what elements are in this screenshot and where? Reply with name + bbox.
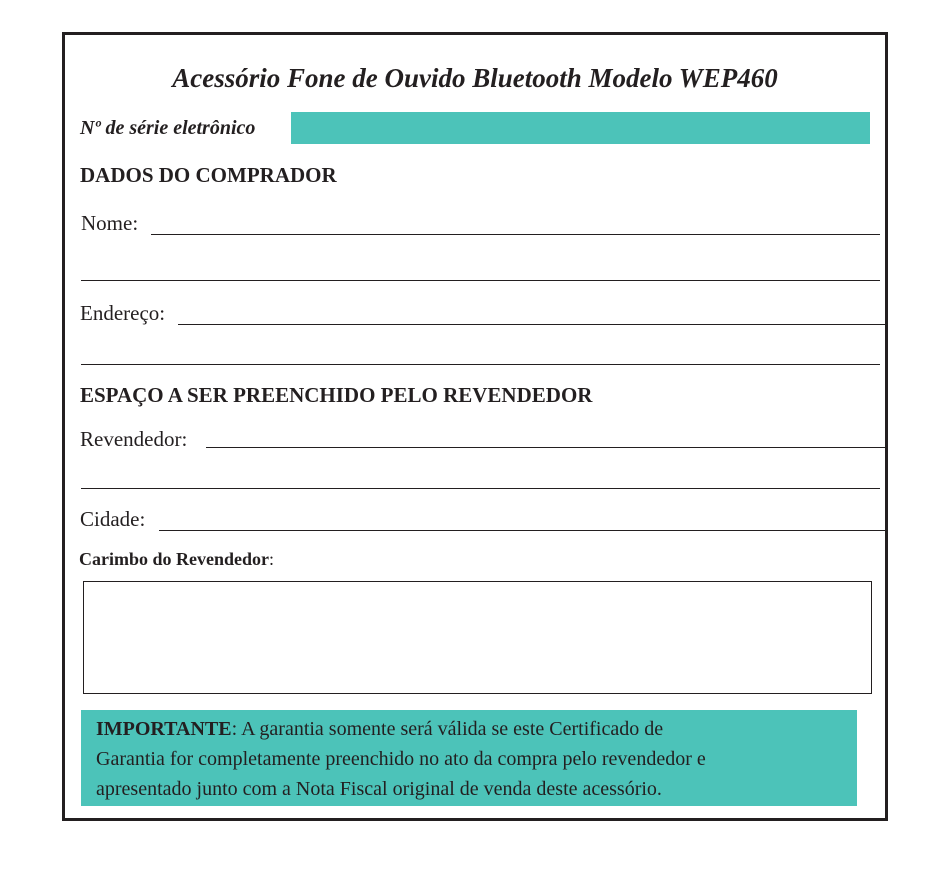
dealer-input-line-2[interactable]: [81, 488, 880, 489]
name-input-line-2[interactable]: [81, 280, 880, 281]
warranty-certificate: [62, 32, 888, 821]
name-label: Nome:: [81, 211, 139, 235]
serial-number-field[interactable]: [291, 112, 870, 144]
dealer-label: Revendedor:: [80, 427, 188, 451]
important-text-1: : A garantia somente será válida se este Certificado de: [231, 718, 664, 740]
important-line-2: Garantia for completamente preenchido no ato da compra pelo revendedor e: [96, 748, 706, 770]
document-title: Acessório Fone de Ouvido Bluetooth Modelo WEP460: [172, 63, 778, 93]
important-keyword: IMPORTANTE: [96, 718, 232, 740]
dealer-input-line[interactable]: [206, 447, 885, 448]
stamp-label-colon: :: [269, 549, 275, 569]
address-input-line-2[interactable]: [81, 364, 880, 365]
stamp-label-text: Carimbo do Revendedor: [79, 549, 269, 569]
serial-number-label: Nº de série eletrônico: [80, 117, 256, 139]
important-notice: [81, 710, 857, 806]
address-label: Endereço:: [80, 301, 166, 325]
city-input-line[interactable]: [159, 530, 885, 531]
dealer-stamp-box[interactable]: [83, 581, 872, 694]
important-line-3: apresentado junto com a Nota Fiscal original de venda deste acessório.: [96, 778, 662, 800]
buyer-section-heading: DADOS DO COMPRADOR: [80, 163, 337, 187]
important-line-1: [96, 714, 857, 744]
address-input-line[interactable]: [178, 324, 885, 325]
city-label: Cidade:: [80, 507, 146, 531]
stamp-label: [79, 549, 274, 570]
name-input-line[interactable]: [151, 234, 880, 235]
dealer-section-heading: ESPAÇO A SER PREENCHIDO PELO REVENDEDOR: [80, 383, 593, 407]
